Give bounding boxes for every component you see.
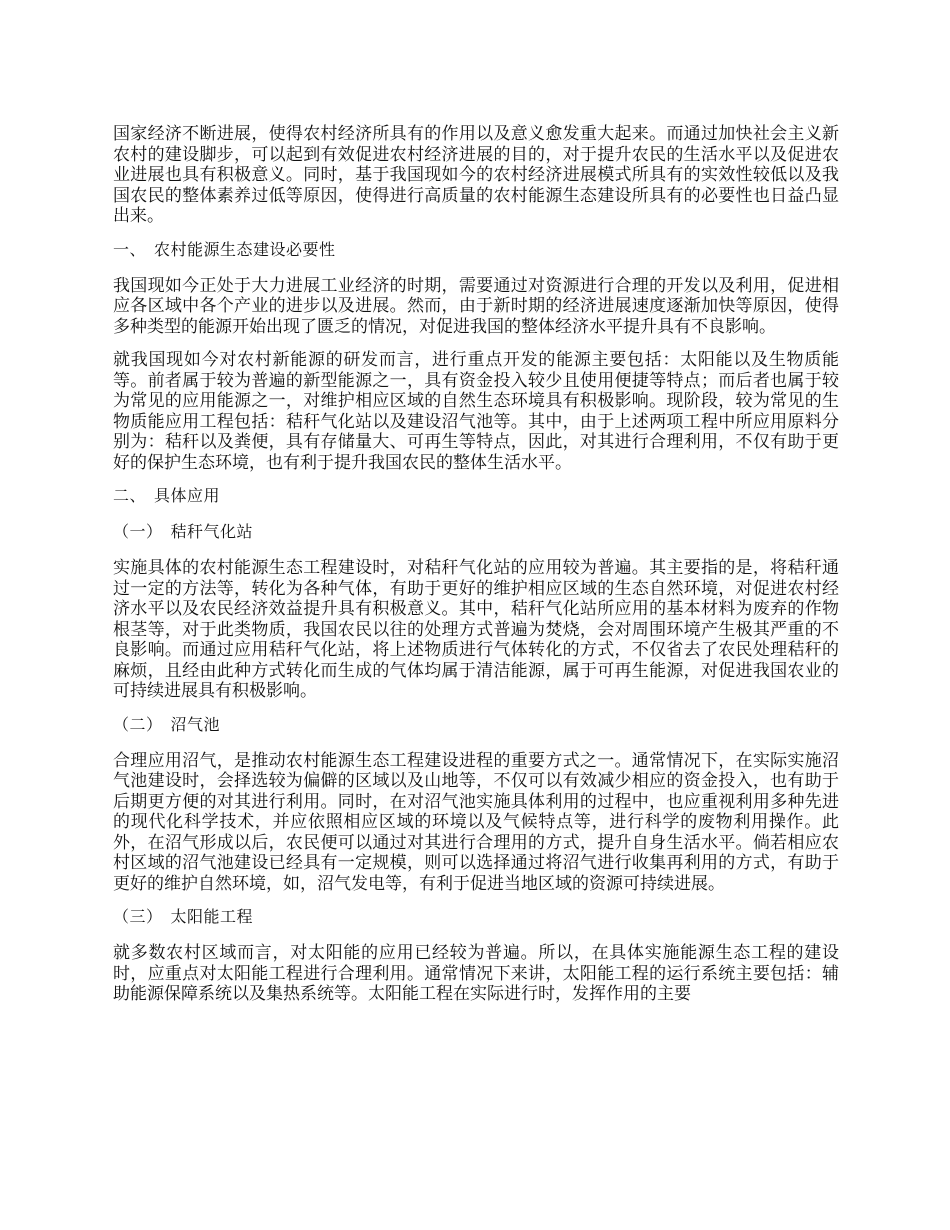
subsection-heading-2 bbox=[113, 715, 839, 735]
paragraph: 实施具体的农村能源生态工程建设时，对秸秆气化站的应用较为普遍。其主要指的是，将秸秆通过一定的方法等，转化为各种气体，有助于更好的维护相应区域的生态自然环境，对促进农村经济水平以及农民经济效益提升具有积极意义。其中，秸秆气化站所应用的基本材料为废弃的作物根茎等，对于此类物质，我国农民以往的处理方式普遍为焚烧，会对周围环境产生极其严重的不良影响。而通过应用秸秆气化站，将上述物质进行气体转化的方式，不仅省去了农民处理秸秆的麻烦，且经由此种方式转化而生成的气体均属于清洁能源，属于可再生能源，对促进我国农业的可持续进展具有积极影响。 bbox=[113, 558, 839, 701]
section-title: 具体应用 bbox=[154, 486, 221, 505]
section-number: 一、 bbox=[113, 239, 147, 259]
section-number: 二、 bbox=[113, 486, 147, 505]
subsection-title: 太阳能工程 bbox=[170, 907, 254, 926]
section-heading-2 bbox=[113, 486, 839, 506]
section-heading-1 bbox=[113, 240, 839, 260]
document-page bbox=[113, 124, 839, 1018]
paragraph: 就多数农村区域而言，对太阳能的应用已经较为普遍。所以，在具体实施能源生态工程的建设时，应重点对太阳能工程进行合理利用。通常情况下来讲，太阳能工程的运行系统主要包括：辅助能源保障系统以及集热系统等。太阳能工程在实际进行时，发挥作用的主要 bbox=[113, 943, 839, 1004]
paragraph: 就我国现如今对农村新能源的研发而言，进行重点开发的能源主要包括：太阳能以及生物质能等。前者属于较为普遍的新型能源之一，具有资金投入较少且使用便捷等特点；而后者也属于较为常见的应用能源之一，对维护相应区域的自然生态环境具有积极影响。现阶段，较为常见的生物质能应用工程包括：秸秆气化站以及建设沼气池等。其中，由于上述两项工程中所应用原料分别为：秸秆以及粪便，具有存储量大、可再生等特点，因此，对其进行合理利用，不仅有助于更好的保护生态环境，也有利于提升我国农民的整体生活水平。 bbox=[113, 350, 839, 473]
subsection-title: 秸秆气化站 bbox=[170, 522, 254, 541]
paragraph: 合理应用沼气，是推动农村能源生态工程建设进程的重要方式之一。通常情况下，在实际实施沼气池建设时，会择选较为偏僻的区域以及山地等，不仅可以有效减少相应的资金投入，也有助于后期更方便的对其进行利用。同时，在对沼气池实施具体利用的过程中，也应重视利用多种先进的现代化科学技术，并应依照相应区域的环境以及气候特点等，进行科学的废物利用操作。此外，在沼气形成以后，农民便可以通过对其进行合理用的方式，提升自身生活水平。倘若相应农村区域的沼气池建设已经具有一定规模，则可以选择通过将沼气进行收集再利用的方式，有助于更好的维护自然环境，如，沼气发电等，有利于促进当地区域的资源可持续进展。 bbox=[113, 750, 839, 894]
subsection-heading-1 bbox=[113, 522, 839, 542]
intro-paragraph: 国家经济不断进展，使得农村经济所具有的作用以及意义愈发重大起来。而通过加快社会主义新农村的建设脚步，可以起到有效促进农村经济进展的目的，对于提升农民的生活水平以及促进农业进展也具有积极意义。同时，基于我国现如今的农村经济进展模式所具有的实效性较低以及我国农民的整体素养过低等原因，使得进行高质量的农村能源生态建设所具有的必要性也日益凸显出来。 bbox=[113, 124, 839, 226]
subsection-number: （二） bbox=[113, 714, 163, 734]
paragraph: 我国现如今正处于大力进展工业经济的时期，需要通过对资源进行合理的开发以及利用，促进相应各区域中各个产业的进步以及进展。然而，由于新时期的经济进展速度逐渐加快等原因，使得多种类型的能源开始出现了匮乏的情况，对促进我国的整体经济水平提升具有不良影响。 bbox=[113, 275, 839, 337]
section-title: 农村能源生态建设必要性 bbox=[154, 239, 336, 259]
subsection-heading-3 bbox=[113, 907, 839, 927]
subsection-number: （三） bbox=[113, 907, 163, 926]
subsection-number: （一） bbox=[113, 522, 163, 541]
subsection-title: 沼气池 bbox=[170, 714, 221, 734]
